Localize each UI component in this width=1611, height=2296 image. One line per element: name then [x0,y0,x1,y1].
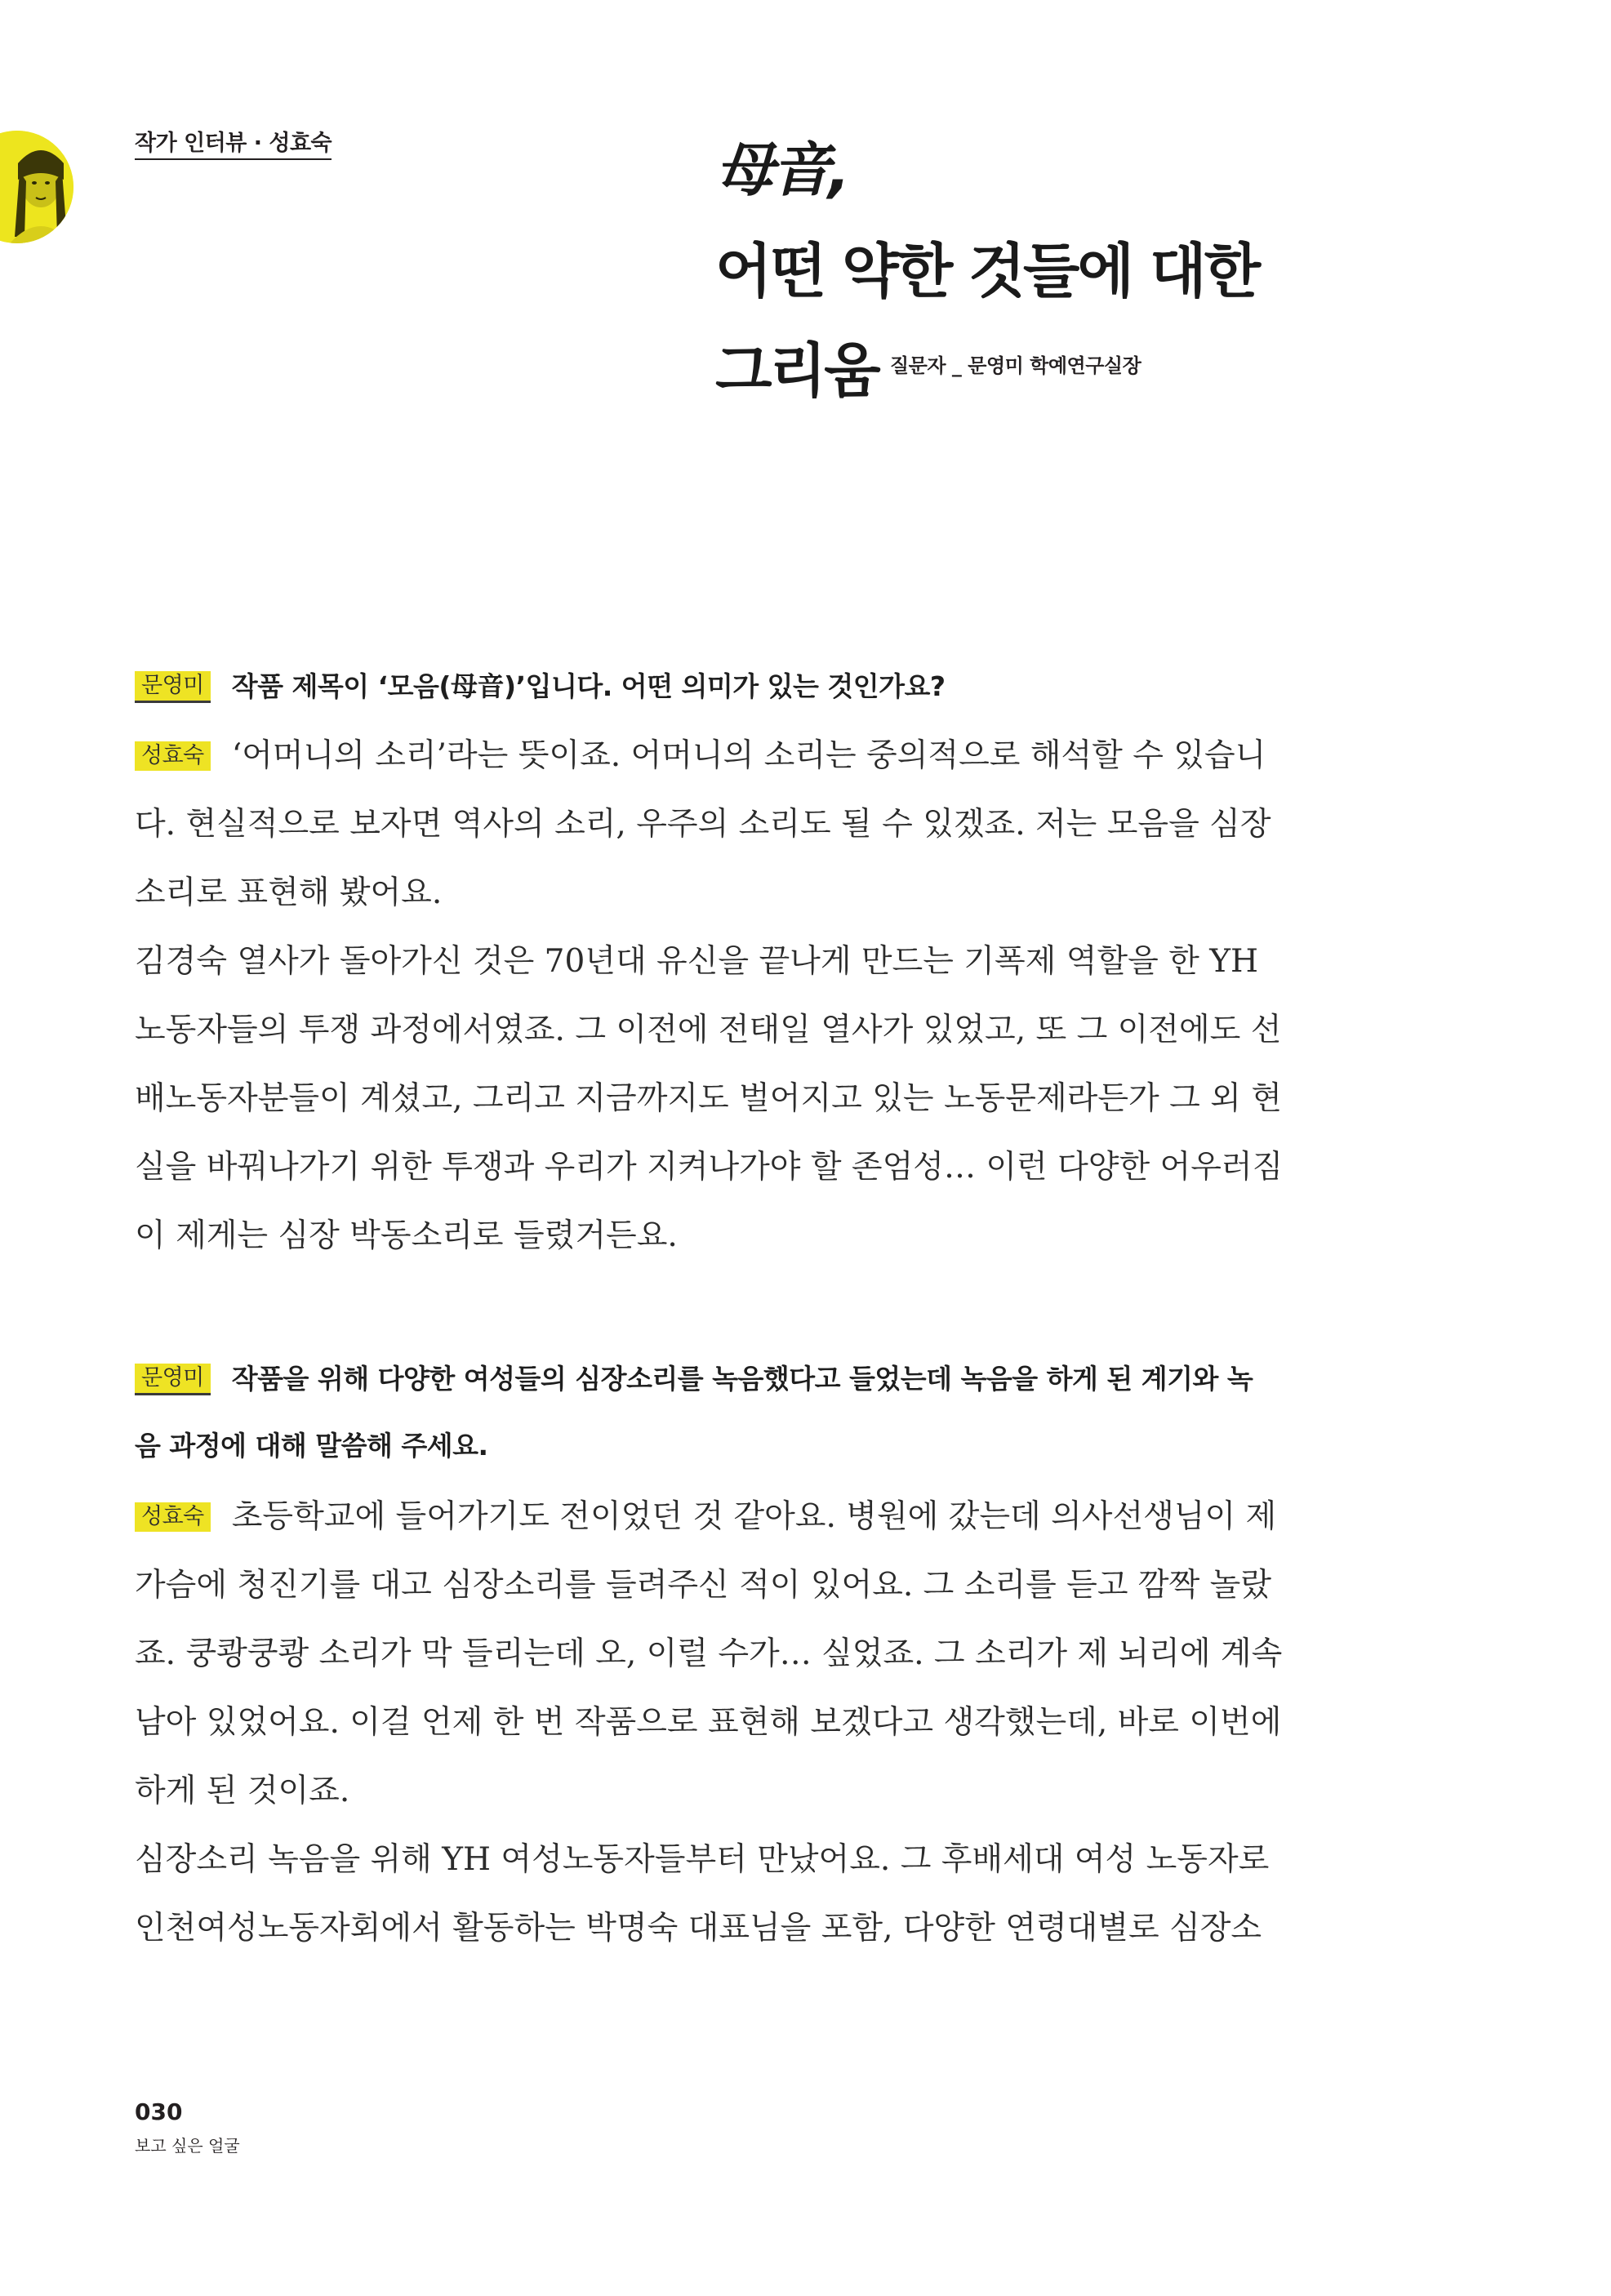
answer-text: 초등학교에 들어가기도 전이었던 것 같아요. 병원에 갔는데 의사선생님이 제 [231,1498,1277,1535]
answer-2-line-6: 심장소리 녹음을 위해 YH 여성노동자들부터 만났어요. 그 후배세대 여성 노동자로 [135,1841,1270,1878]
answer-2-line-2: 가슴에 청진기를 대고 심장소리를 들려주신 적이 있어요. 그 소리를 듣고 깜짝 놀랐 [135,1567,1272,1604]
answer-2-line-1 [135,1498,1277,1535]
page-title-line-1: 母音, [715,136,848,204]
page-number: 030 [135,2098,183,2125]
answer-1-line-1 [135,737,1266,774]
artist-tag: 성효숙 [135,741,211,771]
question-1-line-1 [135,671,1245,703]
question-text: 작품 제목이 ‘모음(母音)’입니다. 어떤 의미가 있는 것인가요? [231,670,946,702]
question-text: 작품을 위해 다양한 여성들의 심장소리를 녹음했다고 들었는데 녹음을 하게 된 계기와 녹 [231,1363,1253,1395]
answer-1-line-7: 실을 바꿔나가기 위한 투쟁과 우리가 지켜나가야 할 존엄성… 이런 다양한 어우러짐 [135,1149,1284,1186]
answer-1-line-2: 다. 현실적으로 보자면 역사의 소리, 우주의 소리도 될 수 있겠죠. 저는 모음을 심장 [135,806,1271,843]
byline: 질문자 _ 문영미 학예연구실장 [890,354,1141,377]
question-2-line-2: 음 과정에 대해 말씀해 주세요. [135,1430,488,1462]
page-title-line-2: 어떤 약한 것들에 대한 [715,237,1259,305]
author-avatar [0,131,73,243]
section-label: 작가 인터뷰 · 성효숙 [135,131,332,160]
interviewer-tag: 문영미 [135,671,211,703]
answer-1-line-5: 노동자들의 투쟁 과정에서였죠. 그 이전에 전태일 열사가 있었고, 또 그 이전에도 선 [135,1012,1282,1048]
answer-2-line-5: 하게 된 것이죠. [135,1773,350,1809]
artist-tag: 성효숙 [135,1502,211,1532]
portrait-image [0,131,73,243]
answer-2-line-7: 인천여성노동자회에서 활동하는 박명숙 대표님을 포함, 다양한 연령대별로 심장소 [135,1910,1262,1947]
publication-title: 보고 싶은 얼굴 [135,2136,240,2156]
answer-1-line-6: 배노동자분들이 계셨고, 그리고 지금까지도 벌어지고 있는 노동문제라든가 그 외 현 [135,1080,1282,1117]
interviewer-tag: 문영미 [135,1364,211,1395]
page-title-line-3: 그리움 [715,336,879,405]
answer-2-line-3: 죠. 쿵쾅쿵쾅 소리가 막 들리는데 오, 이럴 수가… 싶었죠. 그 소리가 제 뇌리에 계속 [135,1635,1283,1672]
question-2-line-1 [135,1363,1253,1395]
answer-1-line-3: 소리로 표현해 봤어요. [135,874,443,911]
answer-1-line-8: 이 제게는 심장 박동소리로 들렸거든요. [135,1217,678,1254]
answer-text: ‘어머니의 소리’라는 뜻이죠. 어머니의 소리는 중의적으로 해석할 수 있습니 [231,737,1266,774]
answer-2-line-4: 남아 있었어요. 이걸 언제 한 번 작품으로 표현해 보겠다고 생각했는데, 바로 이번에 [135,1704,1282,1741]
answer-1-line-4: 김경숙 열사가 돌아가신 것은 70년대 유신을 끝나게 만드는 기폭제 역할을 한 YH [135,943,1258,980]
